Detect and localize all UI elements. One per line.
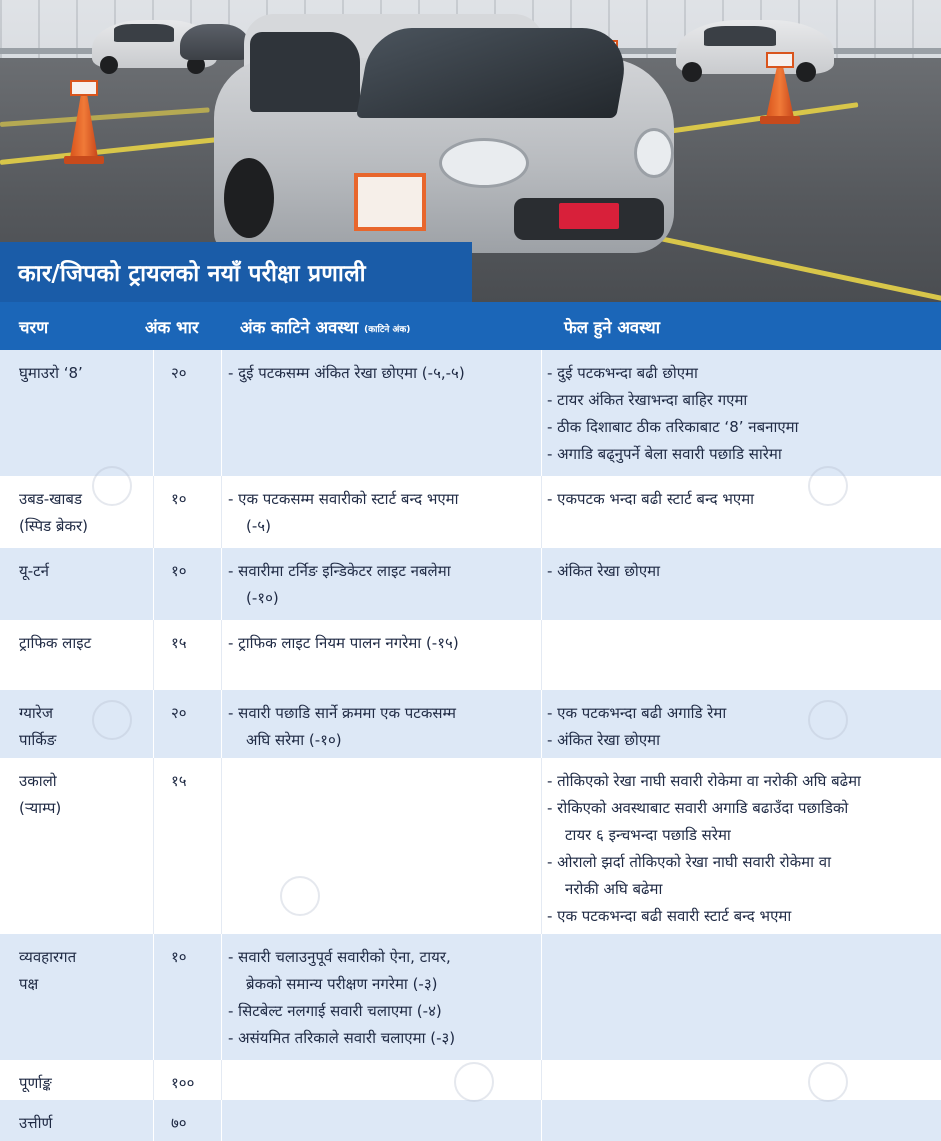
marks-cell: १० [171, 490, 187, 508]
header-deduction [240, 302, 410, 350]
table-row [0, 350, 941, 476]
header-deduction-label: अंक काटिने अवस्था [240, 317, 359, 337]
header-stage: चरण [19, 317, 49, 337]
cell-line: उबड-खाबड [19, 490, 82, 508]
cell-line: - एक पटकभन्दा बढी अगाडि रेमा [547, 704, 727, 722]
cell-line: - दुई पटकभन्दा बढी छोएमा [547, 364, 698, 382]
cell-line: - अंकित रेखा छोएमा [547, 731, 660, 749]
stage-cell [19, 758, 149, 822]
marks-cell: ७० [171, 1114, 187, 1132]
fail-cell [545, 934, 941, 944]
cell-line: ट्राफिक लाइट [19, 634, 92, 652]
deduction-cell [222, 620, 537, 657]
cell-line: (स्पिड ब्रेकर) [19, 517, 88, 535]
deduction-cell [222, 690, 537, 754]
cell-line: - तोकिएको रेखा नाघी सवारी रोकेमा वा नरोकी अघि बढेमा [547, 772, 861, 790]
marks-cell: १०० [171, 1074, 195, 1092]
cell-line: - ओरालो झर्दा तोकिएको रेखा नाघी सवारी रोकेमा वा [547, 853, 831, 871]
cell-line: (र्‍याम्प) [19, 799, 62, 817]
cell-line: - ट्राफिक लाइट नियम पालन नगरेमा (-१५) [228, 634, 459, 652]
table-row [0, 1100, 941, 1141]
stage-cell [19, 350, 149, 387]
marks-cell: २० [171, 704, 187, 722]
column-divider [541, 758, 542, 934]
watermark-logo [808, 1062, 848, 1102]
cell-line: अघि सरेमा (-१०) [246, 731, 342, 749]
cell-line: - ठीक दिशाबाट ठीक तरिकाबाट ‘8’ नबनाएमा [547, 418, 799, 436]
marks-cell: २० [171, 364, 187, 382]
cell-line: - अंकित रेखा छोएमा [547, 562, 660, 580]
stage-cell [19, 548, 149, 585]
cell-line: (-५) [246, 517, 271, 535]
stage-cell [19, 620, 149, 657]
title-banner [0, 242, 472, 302]
marks-cell: १५ [171, 634, 187, 652]
stage-cell [19, 1060, 149, 1097]
deduction-cell [222, 934, 537, 1052]
marks-cell: १० [171, 948, 187, 966]
cell-line: - दुई पटकसम्म अंकित रेखा छोएमा (-५,-५) [228, 364, 465, 382]
column-divider [541, 690, 542, 758]
header-fail: फेल हुने अवस्था [564, 317, 661, 337]
cell-line: - रोकिएको अवस्थाबाट सवारी अगाडि बढाउँदा पछाडिको [547, 799, 849, 817]
table-body [0, 350, 941, 1141]
stage-cell [19, 934, 149, 998]
cell-line: घुमाउरो ‘8’ [19, 364, 83, 382]
header-deduction-note: (काटिने अंक) [364, 324, 411, 335]
fail-cell [545, 548, 941, 585]
cell-line: नरोकी अघि बढेमा [565, 880, 663, 898]
cell-line: यू-टर्न [19, 562, 49, 580]
marks-cell: १५ [171, 772, 187, 790]
watermark-logo [454, 1062, 494, 1102]
cell-line: - सवारीमा टर्निङ इन्डिकेटर लाइट नबलेमा [228, 562, 451, 580]
column-divider [541, 350, 542, 476]
cell-line: ग्यारेज [19, 704, 54, 722]
cell-line: उकालो [19, 772, 57, 790]
exam-table [0, 302, 941, 1141]
column-divider [541, 1060, 542, 1100]
cell-line: पार्किङ [19, 731, 57, 749]
fail-cell [545, 620, 941, 630]
deduction-cell [222, 548, 537, 612]
deduction-cell [222, 1100, 537, 1110]
column-divider [541, 620, 542, 690]
watermark-logo [280, 876, 320, 916]
marks-cell: १० [171, 562, 187, 580]
table-header [0, 302, 941, 350]
cell-line: पूर्णाङ्क [19, 1074, 52, 1092]
table-row [0, 934, 941, 1060]
watermark-logo [92, 700, 132, 740]
cell-line: ब्रेकको समान्य परीक्षण नगरेमा (-३) [246, 975, 438, 993]
watermark-logo [808, 466, 848, 506]
background-car [676, 14, 834, 82]
column-divider [541, 548, 542, 620]
table-row [0, 548, 941, 620]
cell-line: - टायर अंकित रेखाभन्दा बाहिर गएमा [547, 391, 748, 409]
cell-line: - एक पटकसम्म सवारीको स्टार्ट बन्द भएमा [228, 490, 459, 508]
cell-line: - सवारी चलाउनुपूर्व सवारीको ऐना, टायर, [228, 948, 451, 966]
cell-line: पक्ष [19, 975, 39, 993]
column-divider [221, 758, 222, 934]
cell-line: - एकपटक भन्दा बढी स्टार्ट बन्द भएमा [547, 490, 755, 508]
page-title: कार/जिपको ट्रायलको नयाँ परीक्षा प्रणाली [18, 261, 366, 287]
cell-line: - असंयमित तरिकाले सवारी चलाएमा (-३) [228, 1029, 456, 1047]
cell-line: - सिटबेल्ट नलगाई सवारी चलाएमा (-४) [228, 1002, 442, 1020]
deduction-cell [222, 476, 537, 540]
stage-cell [19, 1100, 149, 1137]
deduction-cell [222, 1060, 537, 1070]
fail-cell [545, 1100, 941, 1110]
table-row [0, 476, 941, 548]
cell-line: उत्तीर्ण [19, 1114, 53, 1132]
cell-line: - एक पटकभन्दा बढी सवारी स्टार्ट बन्द भएमा [547, 907, 792, 925]
column-divider [541, 476, 542, 548]
deduction-cell [222, 758, 537, 768]
fail-cell [545, 350, 941, 468]
fail-cell [545, 690, 941, 754]
table-row [0, 758, 941, 934]
column-divider [541, 934, 542, 1060]
table-row [0, 620, 941, 690]
cell-line: - सवारी पछाडि सार्ने क्रममा एक पटकसम्म [228, 704, 456, 722]
column-divider [541, 1100, 542, 1141]
table-row [0, 690, 941, 758]
watermark-logo [92, 466, 132, 506]
cell-line: - अगाडि बढ्नुपर्ने बेला सवारी पछाडि सारेमा [547, 445, 782, 463]
fail-cell [545, 476, 941, 513]
fail-cell [545, 758, 941, 930]
cell-line: टायर ६ इन्चभन्दा पछाडि सरेमा [565, 826, 731, 844]
cell-line: (-१०) [246, 589, 279, 607]
watermark-logo [808, 700, 848, 740]
cell-line: व्यवहारगत [19, 948, 77, 966]
fail-cell [545, 1060, 941, 1070]
header-marks: अंक भार [145, 317, 199, 337]
deduction-cell [222, 350, 537, 387]
